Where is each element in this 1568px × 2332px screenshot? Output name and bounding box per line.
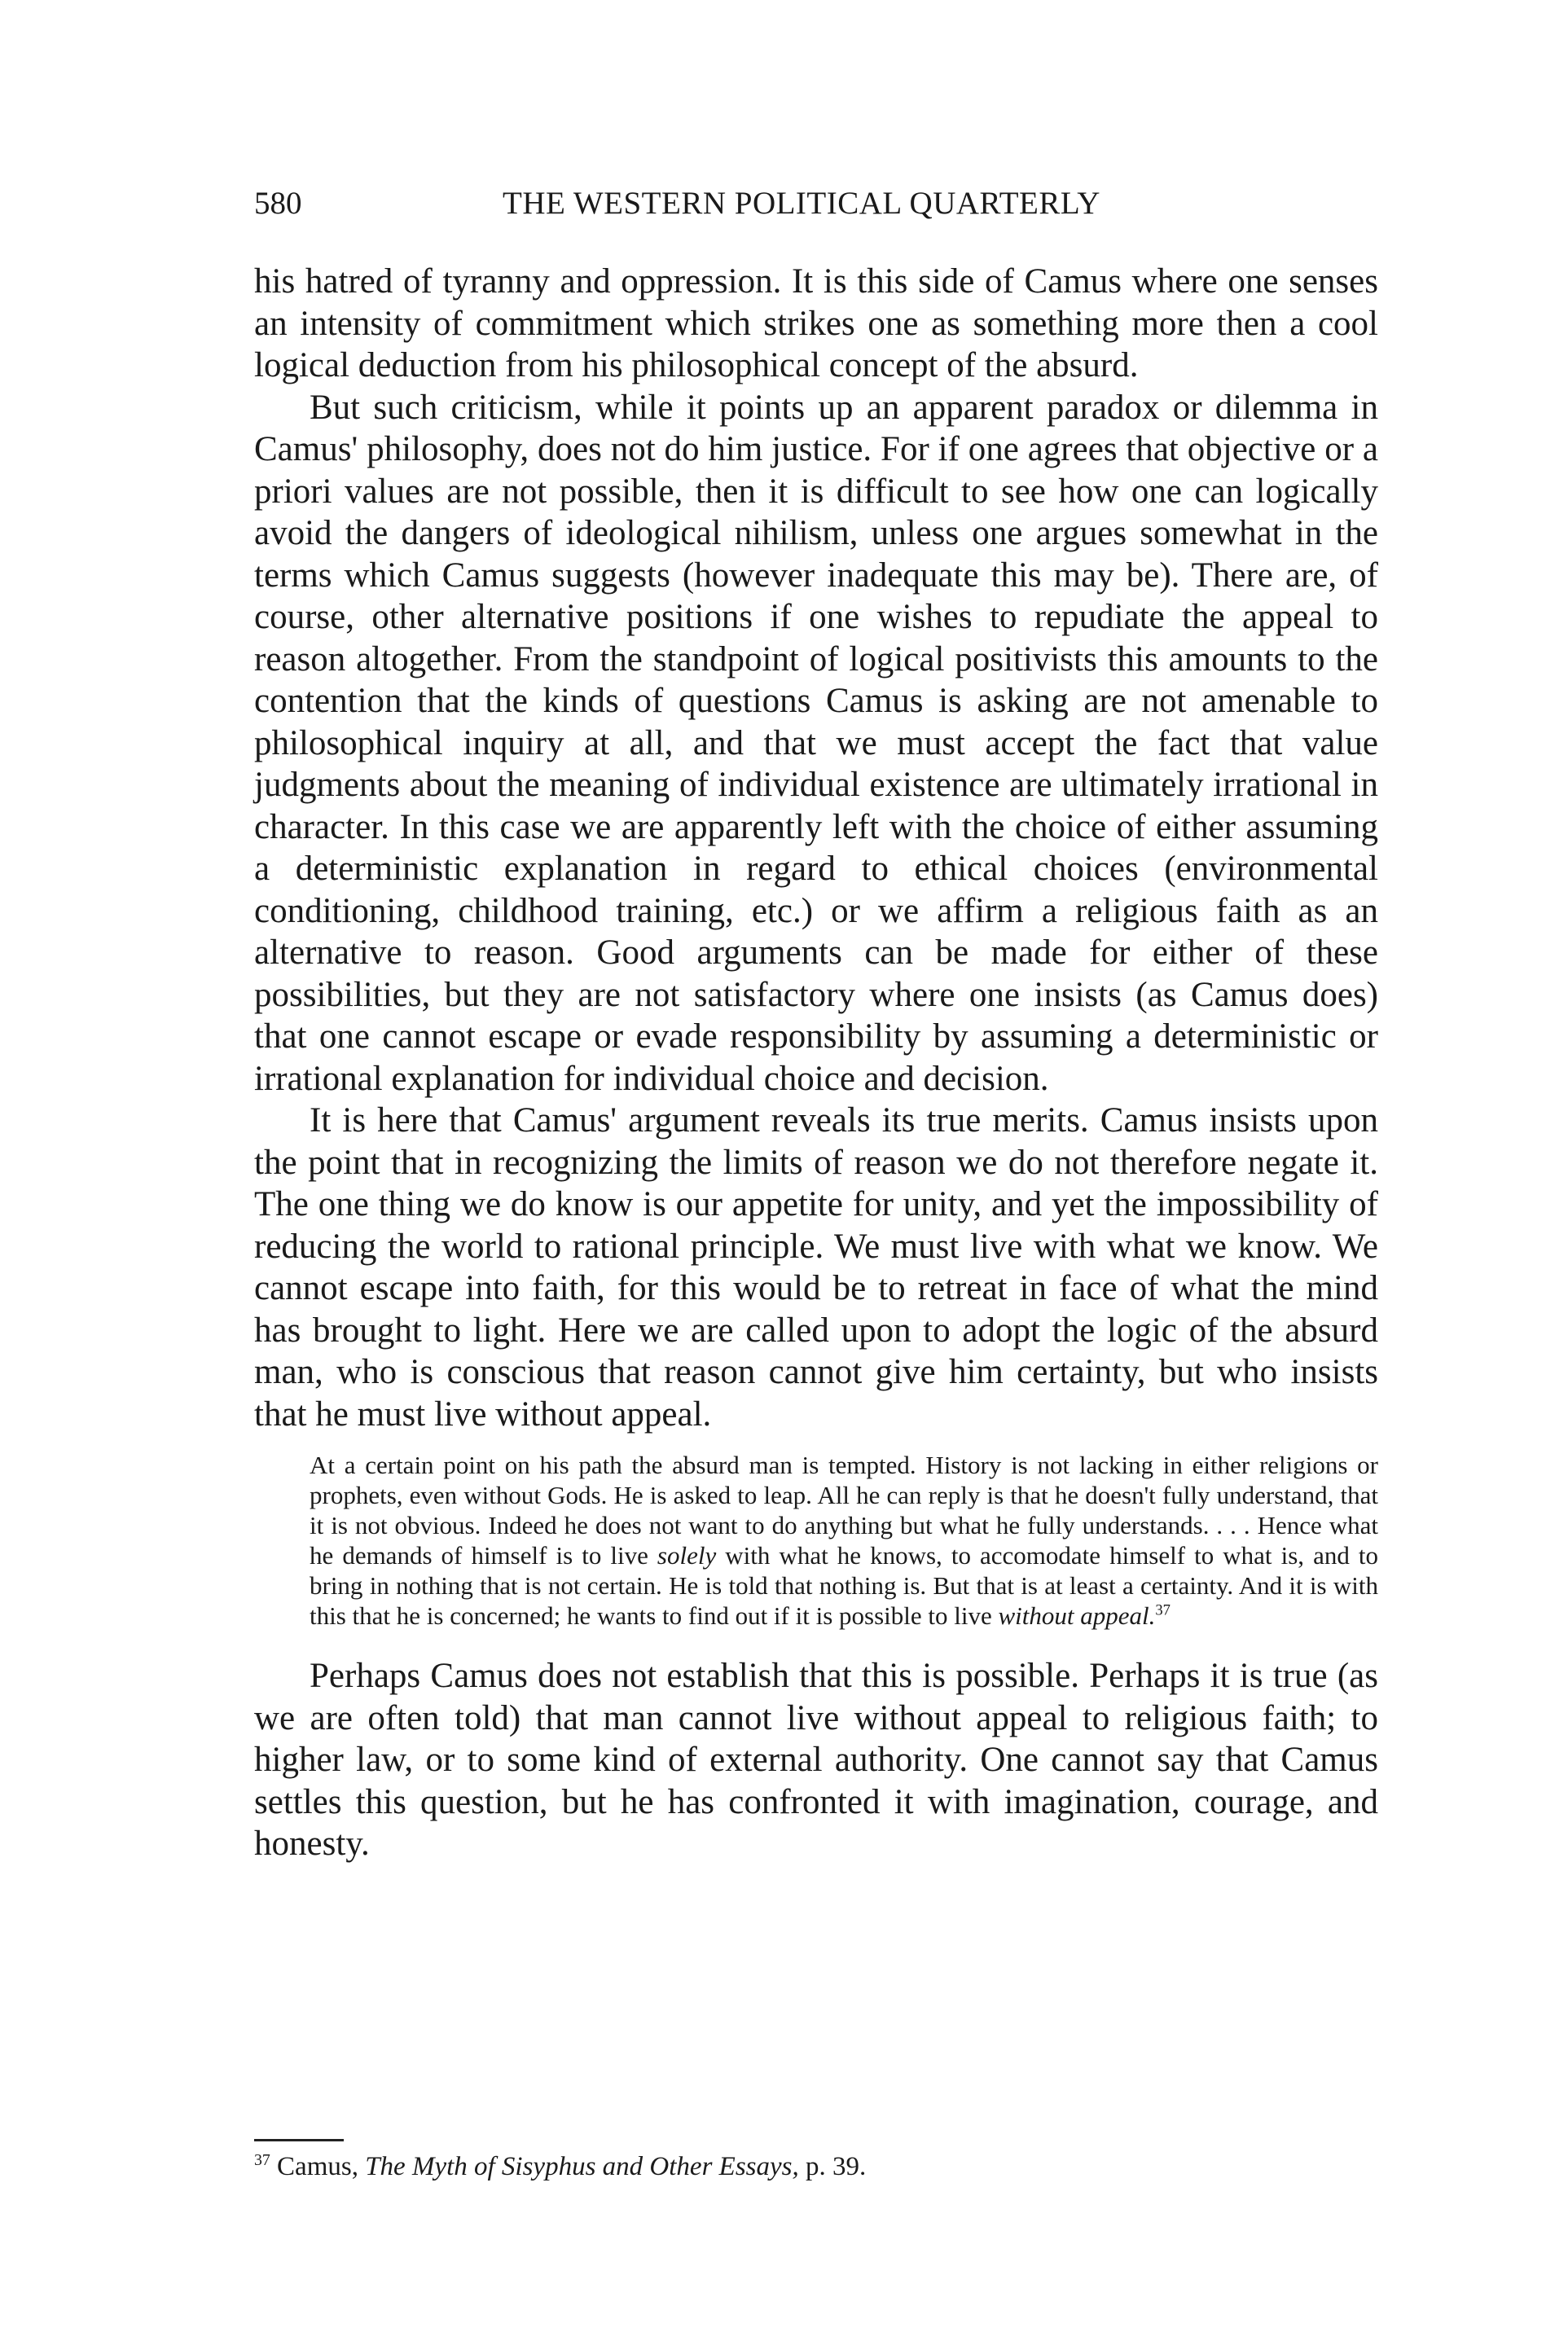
footnote-reference: 37 xyxy=(1155,1601,1171,1619)
quote-emphasis-solely: solely xyxy=(657,1541,717,1570)
footnote-page: p. 39. xyxy=(806,2152,867,2181)
footnote-author: Camus, xyxy=(277,2152,358,2181)
footnote-number: 37 xyxy=(254,2151,270,2169)
paragraph-1: his hatred of tyranny and oppression. It is this side of Camus where one senses an intensity of commitment which strikes one as something more then a cool logical deduction from his philosophical concept of the absurd. xyxy=(254,262,1378,384)
footnote-rule xyxy=(254,2139,344,2141)
page-header xyxy=(254,179,1395,228)
paragraph-4: Perhaps Camus does not establish that this is possible. Perhaps it is true (as we are often told) that man cannot live without appeal to religious faith; to higher law, or to some kind of external authority. One cannot say that Camus settles this question, but he has confronted it with imagination, courage, and honesty. xyxy=(254,1657,1378,1863)
paragraph-3: It is here that Camus' argument reveals its true merits. Camus insists upon the point that in recognizing the limits of reason we do not therefore negate it. The one thing we do know is our appetite for unity, and yet the impossibility of reducing the world to rational principle. We must live with what we know. We cannot escape into faith, for this would be to retreat in face of what the mind has brought to light. Here we are called upon to adopt the logic of the absurd man, who is conscious that reason cannot give him certainty, but who insists that he must live without appeal. xyxy=(254,1101,1378,1434)
quote-text-part-1: At a certain point on his path the absurd man is tempted. History is not lacking in either religions or prophets, even without Gods. He is asked to leap. All he can reply is that he doesn't fully understand, that it is not obvious. Indeed he does not want to do anything but what he fully understands. . . . Hence what he demands of himself is to live xyxy=(310,1451,1378,1570)
paragraph-2: But such criticism, while it points up an apparent paradox or dilemma in Camus' philosophy, does not do him justice. For if one agrees that objective or a priori values are not possible, then it is difficult to see how one can logically avoid the dangers of ideological nihilism, unless one argues somewhat in the terms which Camus suggests (however inadequate this may be). There are, of course, other alternative positions if one wishes to repudiate the appeal to reason altogether. From the standpoint of logical positivists this amounts to the contention that the kinds of questions Camus is asking are not amenable to philosophical inquiry at all, and that we must accept the fact that value judgments about the meaning of individual existence are ultimately irrational in character. In this case we are apparently left with the choice of either assuming a deterministic explanation in regard to ethical choices (environmental conditioning, childhood training, etc.) or we affirm a religious faith as an alternative to reason. Good arguments can be made for either of these possibilities, but they are not satisfactory where one insists (as Camus does) that one cannot escape or evade responsibility by assuming a deterministic or irrational explanation for individual choice and decision. xyxy=(254,388,1378,1098)
footnote-title: The Myth of Sisyphus and Other Essays, xyxy=(365,2152,799,2181)
footnote xyxy=(254,2149,1378,2185)
quote-emphasis-without-appeal: without appeal. xyxy=(998,1601,1156,1630)
body-text xyxy=(254,261,1378,1865)
running-title: THE WESTERN POLITICAL QUARTERLY xyxy=(503,186,1100,221)
quote-text-part-2: with what he knows, to accomodate himself to what is, and to bring in nothing that is not certain. He is told that nothing is. But that is at least a certainty. And it is with this that he is concerned; he wants to find out if it is possible to live xyxy=(310,1541,1379,1630)
block-quote xyxy=(254,1450,1378,1631)
page-number: 580 xyxy=(254,186,302,221)
